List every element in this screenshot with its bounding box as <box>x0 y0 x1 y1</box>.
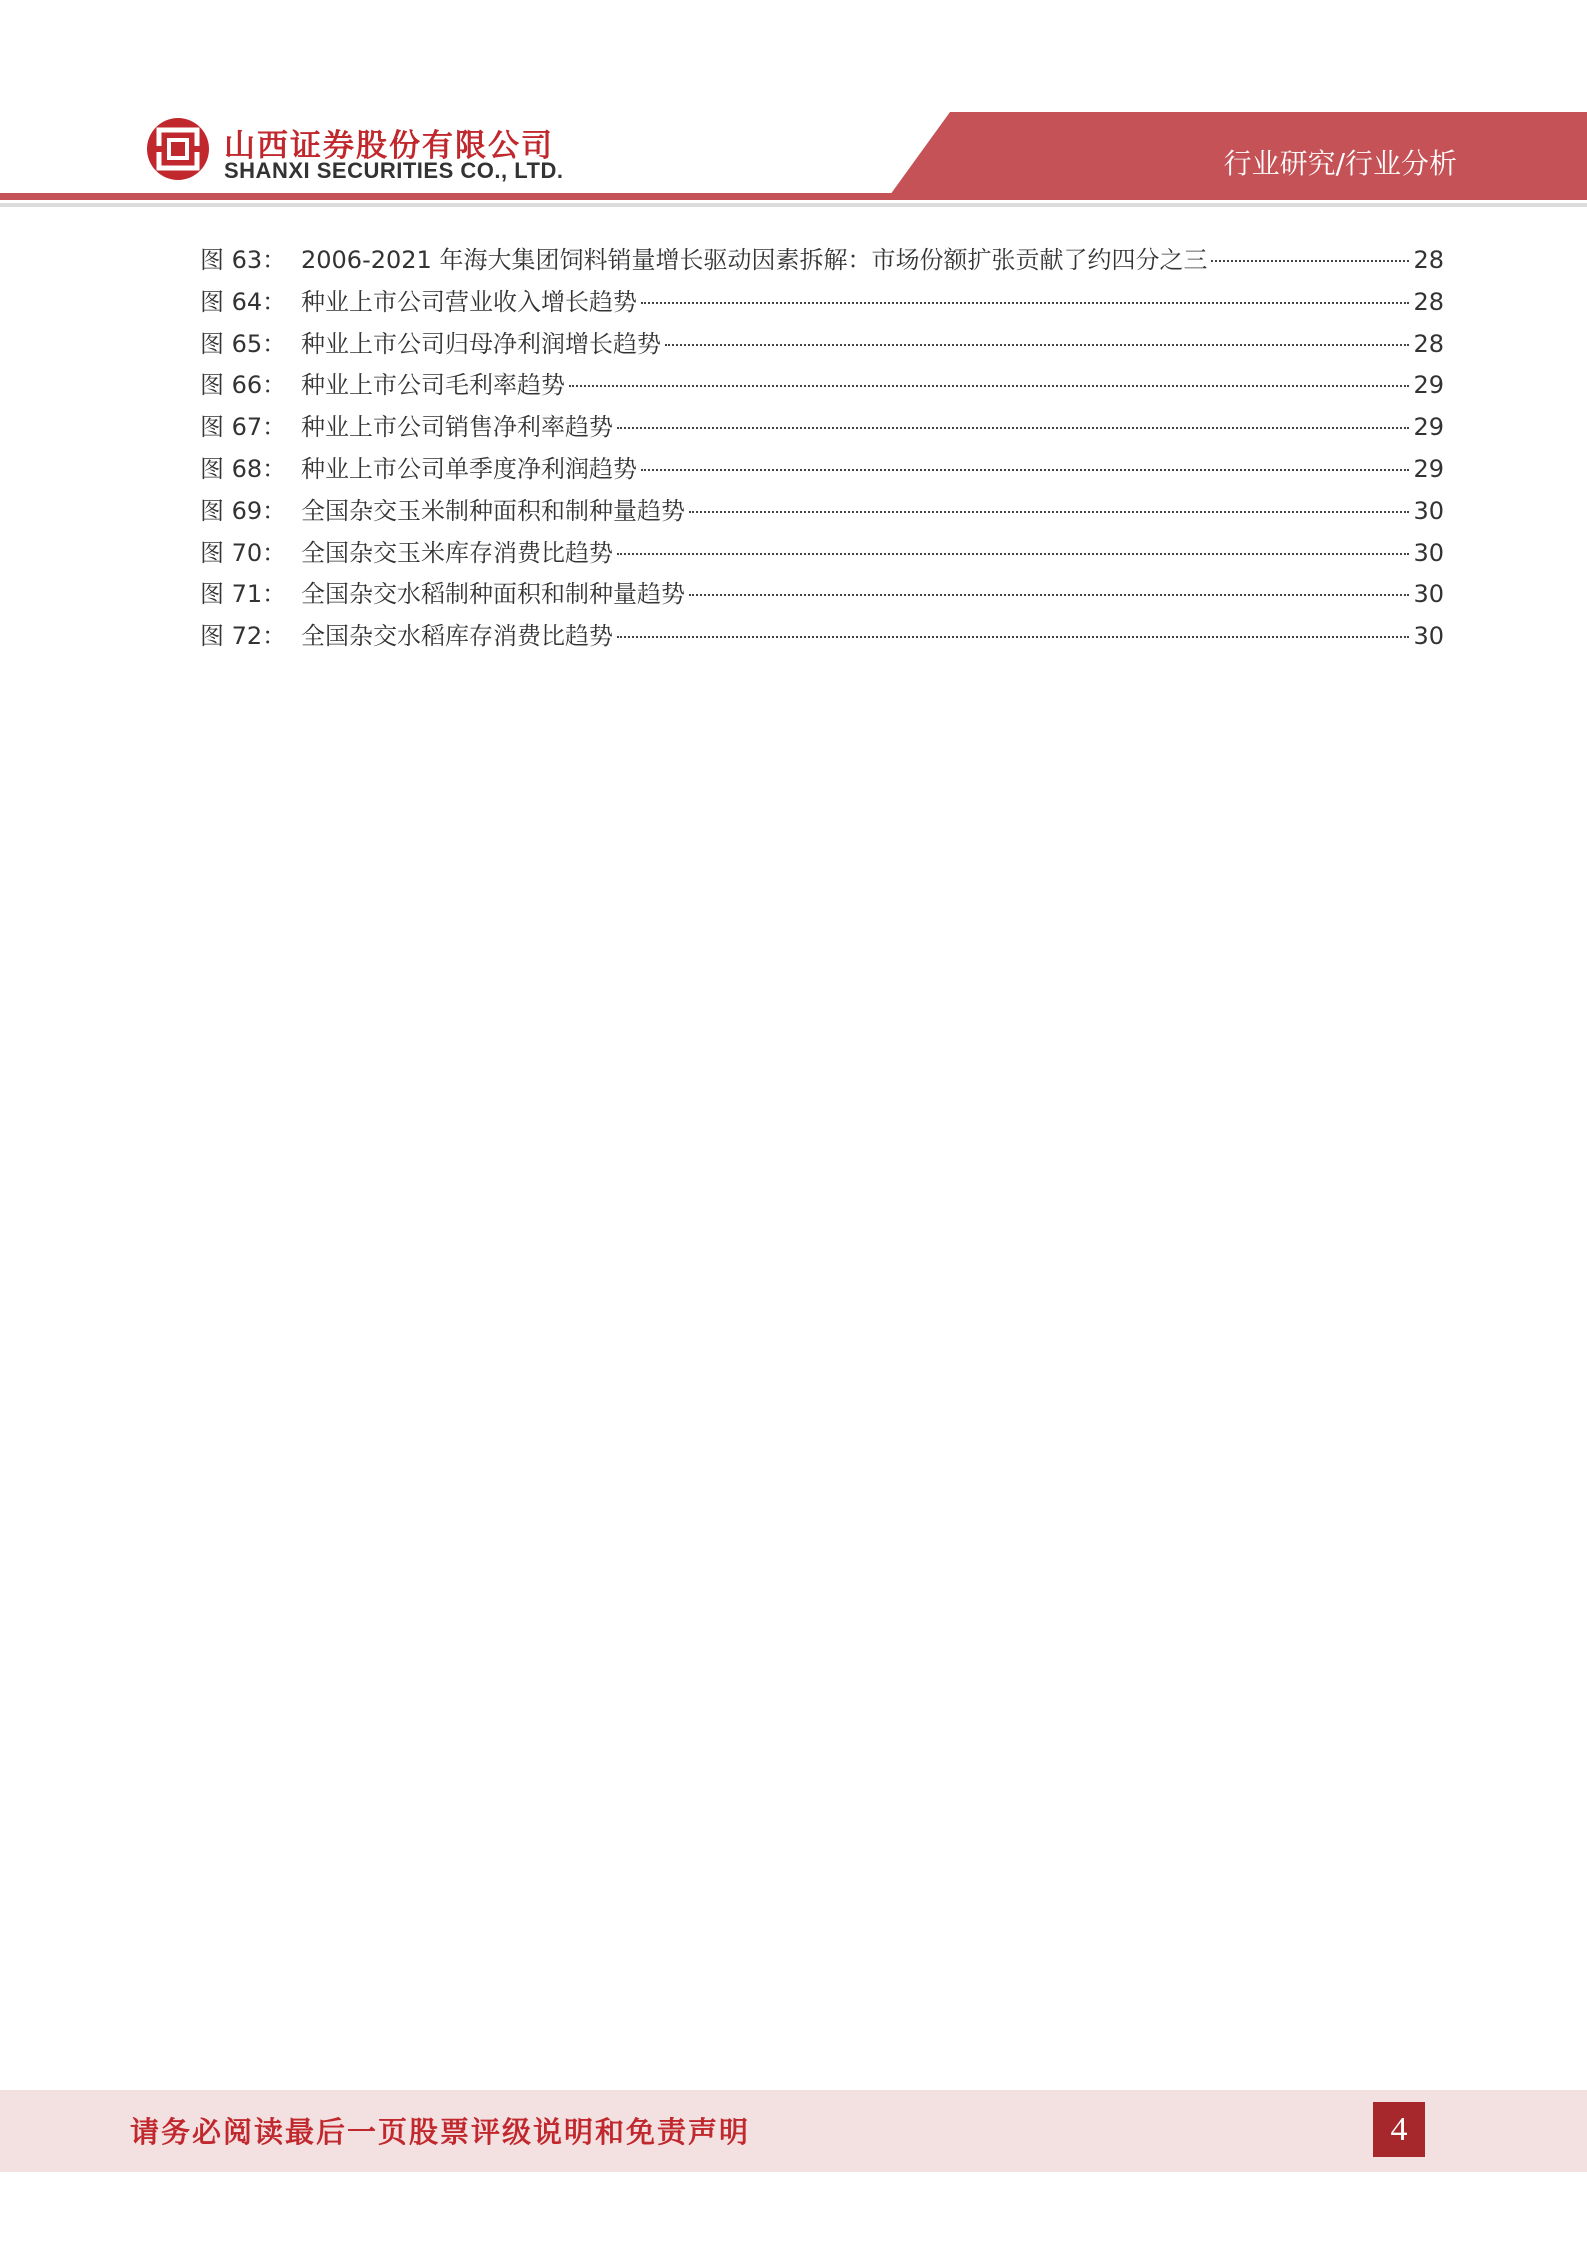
disclaimer-text: 请务必阅读最后一页股票评级说明和免责声明 <box>130 2115 751 2149</box>
toc-figure-title: 全国杂交玉米制种面积和制种量趋势 <box>301 496 685 525</box>
toc-entry[interactable] <box>200 533 1444 575</box>
toc-page-number: 30 <box>1413 622 1444 651</box>
toc-entry[interactable] <box>200 574 1444 616</box>
toc-page-number: 28 <box>1413 329 1444 358</box>
toc-page-number: 29 <box>1413 454 1444 483</box>
toc-figure-title: 种业上市公司销售净利率趋势 <box>301 413 613 442</box>
shanxi-securities-logo <box>145 116 211 182</box>
toc-page-number: 30 <box>1413 580 1444 609</box>
toc-dot-leader <box>665 344 1409 346</box>
toc-dot-leader <box>617 636 1409 638</box>
page-number: 4 <box>1373 2102 1425 2157</box>
toc-entry[interactable] <box>200 324 1444 366</box>
toc-entry[interactable] <box>200 365 1444 407</box>
toc-page-number: 30 <box>1413 496 1444 525</box>
toc-page-number: 28 <box>1413 287 1444 316</box>
toc-figure-number: 图 68： <box>200 454 287 483</box>
toc-dot-leader <box>1211 260 1409 262</box>
figure-table-of-contents <box>200 240 1444 658</box>
toc-entry[interactable] <box>200 449 1444 491</box>
toc-dot-leader <box>689 511 1409 513</box>
toc-figure-title: 种业上市公司单季度净利润趋势 <box>301 454 637 483</box>
toc-dot-leader <box>569 385 1409 387</box>
company-name-en: SHANXI SECURITIES CO., LTD. <box>224 158 564 183</box>
toc-page-number: 28 <box>1413 246 1444 274</box>
report-category: 行业研究/行业分析 <box>1223 147 1457 180</box>
toc-page-number: 30 <box>1413 538 1444 567</box>
toc-entry[interactable] <box>200 240 1444 282</box>
toc-entry[interactable] <box>200 491 1444 533</box>
toc-figure-number: 图 71： <box>200 580 287 609</box>
toc-dot-leader <box>689 594 1409 596</box>
toc-entry[interactable] <box>200 616 1444 658</box>
toc-figure-number: 图 65： <box>200 329 287 358</box>
toc-figure-number: 图 72： <box>200 622 287 651</box>
toc-figure-number: 图 63： <box>200 246 287 274</box>
toc-figure-number: 图 66： <box>200 371 287 400</box>
toc-dot-leader <box>617 553 1409 555</box>
toc-figure-number: 图 69： <box>200 496 287 525</box>
toc-figure-title: 全国杂交玉米库存消费比趋势 <box>301 538 613 567</box>
page-footer <box>0 2090 1587 2172</box>
toc-figure-number: 图 70： <box>200 538 287 567</box>
toc-figure-title: 2006-2021 年海大集团饲料销量增长驱动因素拆解：市场份额扩张贡献了约四分之三 <box>301 246 1208 274</box>
toc-figure-title: 全国杂交水稻库存消费比趋势 <box>301 622 613 651</box>
toc-figure-title: 种业上市公司营业收入增长趋势 <box>301 287 637 316</box>
toc-dot-leader <box>617 427 1409 429</box>
toc-page-number: 29 <box>1413 413 1444 442</box>
toc-entry[interactable] <box>200 282 1444 324</box>
toc-figure-title: 种业上市公司归母净利润增长趋势 <box>301 329 661 358</box>
company-name-cn: 山西证券股份有限公司 <box>224 128 554 164</box>
page-header <box>0 0 1587 215</box>
toc-figure-title: 全国杂交水稻制种面积和制种量趋势 <box>301 580 685 609</box>
toc-entry[interactable] <box>200 407 1444 449</box>
toc-figure-title: 种业上市公司毛利率趋势 <box>301 371 565 400</box>
toc-dot-leader <box>641 302 1409 304</box>
toc-dot-leader <box>641 469 1409 471</box>
toc-figure-number: 图 67： <box>200 413 287 442</box>
toc-figure-number: 图 64： <box>200 287 287 316</box>
toc-page-number: 29 <box>1413 371 1444 400</box>
